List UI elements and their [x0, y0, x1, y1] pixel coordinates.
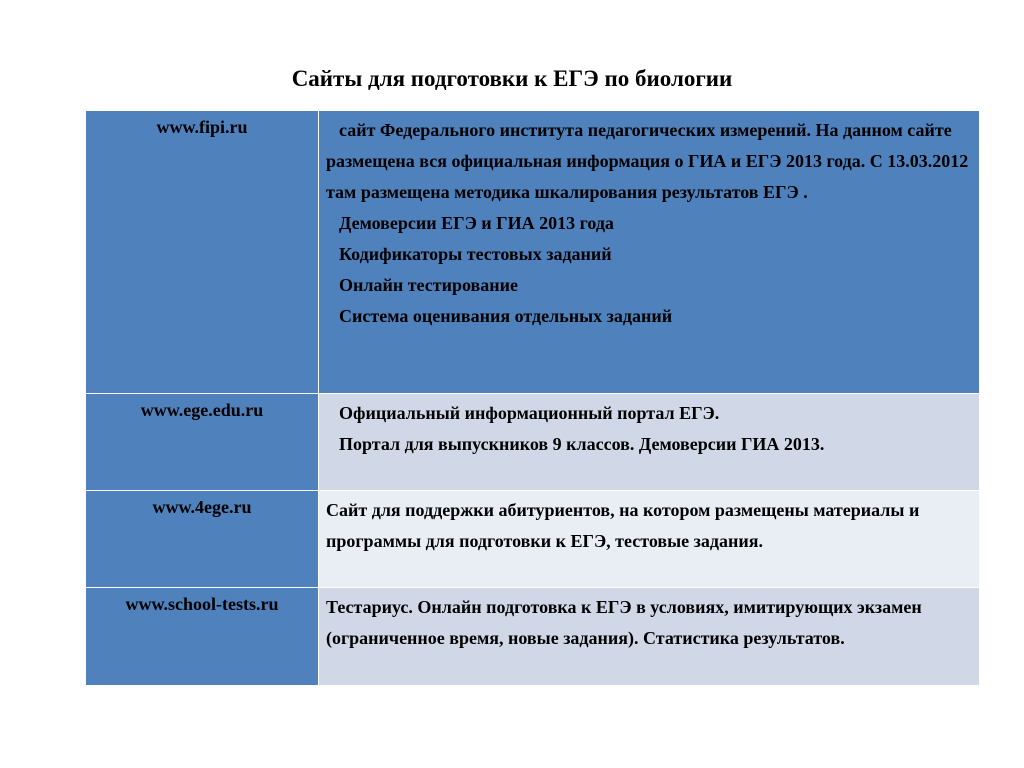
table-row — [86, 394, 980, 491]
site-url: www.fipi.ru — [86, 111, 319, 394]
list-item: Демоверсии ЕГЭ и ГИА 2013 года — [339, 213, 614, 233]
list-item: Система оценивания отдельных заданий — [339, 306, 673, 326]
table-row — [86, 111, 980, 394]
page-title: Сайты для подготовки к ЕГЭ по биологии — [291, 66, 733, 91]
list-item: Кодификаторы тестовых заданий — [339, 244, 612, 264]
site-description — [319, 111, 980, 394]
site-description: Тестариус. Онлайн подготовка к ЕГЭ в условиях, имитирующих экзамен (ограниченное время, новые задания). Статистика результатов. — [319, 588, 980, 686]
list-item: Официальный информационный портал ЕГЭ. — [339, 403, 720, 423]
sites-table — [85, 110, 980, 686]
site-url: www.school-tests.ru — [86, 588, 319, 686]
site-description — [319, 394, 980, 491]
table-row — [86, 491, 980, 588]
site-url: www.4ege.ru — [86, 491, 319, 588]
site-description: Сайт для поддержки абитуриентов, на котором размещены материалы и программы для подготовки к ЕГЭ, тестовые задания. — [319, 491, 980, 588]
list-item: Портал для выпускников 9 классов. Демоверсии ГИА 2013. — [339, 434, 825, 454]
list-item: Онлайн тестирование — [339, 275, 518, 295]
table-row — [86, 588, 980, 686]
description-paragraph: сайт Федерального института педагогических измерений. На данном сайте размещена вся официальная информация о ГИА и ЕГЭ 2013 года. С 13.03.2012 там размещена методика шкалирования результатов ЕГЭ . — [326, 120, 969, 202]
site-url: www.ege.edu.ru — [86, 394, 319, 491]
